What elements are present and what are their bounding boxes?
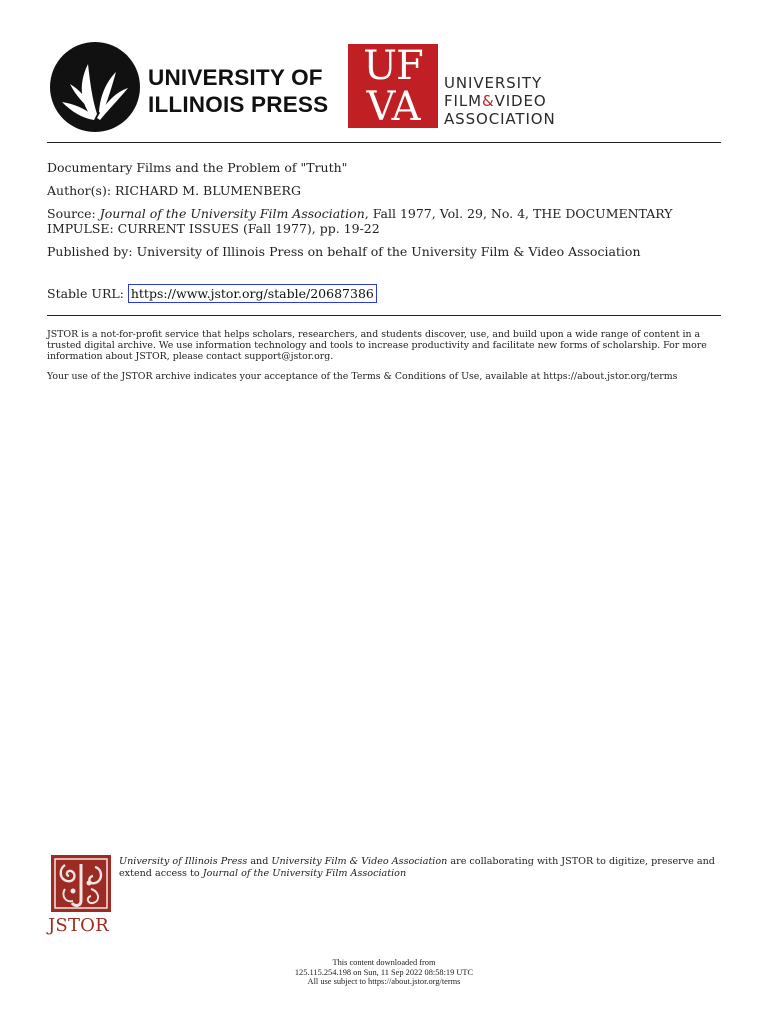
jstor-wordmark: JSTOR bbox=[48, 915, 109, 936]
ufva-text-video: VIDEO bbox=[494, 92, 547, 110]
illinois-press-logo-line1: UNIVERSITY OF bbox=[148, 65, 323, 90]
publisher-name: University of Illinois Press on behalf of the University Film & Video Association bbox=[136, 244, 641, 259]
collab-press: University of Illinois Press bbox=[119, 856, 248, 867]
download-line-3: All use subject to https://about.jstor.org/terms bbox=[307, 977, 461, 987]
terms-notice: Your use of the JSTOR archive indicates your acceptance of the Terms & Conditions of Use, available at https://about.jstor.org/terms bbox=[47, 371, 678, 382]
source-label: Source: bbox=[47, 206, 96, 221]
jstor-seal-icon bbox=[51, 855, 111, 912]
journal-name: Journal of the University Film Association bbox=[99, 206, 365, 221]
ufva-mark-line1: UF bbox=[363, 44, 423, 89]
author-label: Author(s): bbox=[47, 183, 112, 198]
stable-url-link[interactable]: https://www.jstor.org/stable/20687386 bbox=[128, 284, 377, 303]
ufva-text-line2 bbox=[444, 92, 556, 110]
download-notice bbox=[214, 958, 554, 987]
jstor-notice: JSTOR is a not-for-profit service that helps scholars, researchers, and students discover, use, and build upon a wide range of content in a trusted digital archive. We use information technology and tools to increase productivity and facilitate new forms of scholarship. For more information about JSTOR, please contact support@jstor.org. bbox=[47, 329, 707, 362]
collab-journal: Journal of the University Film Association bbox=[202, 868, 407, 879]
ufva-text-film: FILM bbox=[444, 92, 482, 110]
author-line bbox=[47, 184, 723, 199]
ufva-text-line1: UNIVERSITY bbox=[444, 74, 543, 92]
stable-url-line bbox=[47, 287, 723, 302]
metadata-divider bbox=[47, 315, 721, 316]
download-line-2: 125.115.254.198 on Sun, 11 Sep 2022 08:58:19 UTC bbox=[294, 967, 474, 977]
source-details: , Fall 1977, Vol. 29, No. 4, THE DOCUMENTARY IMPULSE: CURRENT ISSUES (Fall 1977), pp. 19-22 bbox=[47, 206, 673, 236]
published-line bbox=[47, 245, 723, 260]
illinois-press-leaf-icon bbox=[50, 42, 140, 132]
source-line bbox=[47, 207, 723, 236]
illinois-press-logo-line2: ILLINOIS PRESS bbox=[148, 92, 329, 117]
collab-and: and bbox=[247, 856, 272, 867]
collaboration-statement bbox=[119, 856, 719, 880]
ufva-logo-mark bbox=[348, 44, 438, 128]
illinois-press-logo bbox=[50, 42, 350, 132]
collab-mid: are collaborating with JSTOR to digitize, preserve and extend access to bbox=[119, 856, 715, 879]
stable-url-label: Stable URL: bbox=[47, 286, 124, 301]
article-title: Documentary Films and the Problem of "Truth" bbox=[47, 160, 348, 175]
ufva-logo-text bbox=[444, 74, 556, 128]
collab-ufva: University Film & Video Association bbox=[271, 856, 448, 867]
header-divider bbox=[47, 142, 721, 143]
download-line-1: This content downloaded from bbox=[332, 958, 436, 967]
author-name: RICHARD M. BLUMENBERG bbox=[115, 183, 301, 198]
ufva-text-ampersand: & bbox=[481, 92, 495, 110]
ufva-mark-line2: VA bbox=[366, 84, 420, 128]
ufva-text-line3: ASSOCIATION bbox=[444, 110, 556, 128]
published-label: Published by: bbox=[47, 244, 133, 259]
